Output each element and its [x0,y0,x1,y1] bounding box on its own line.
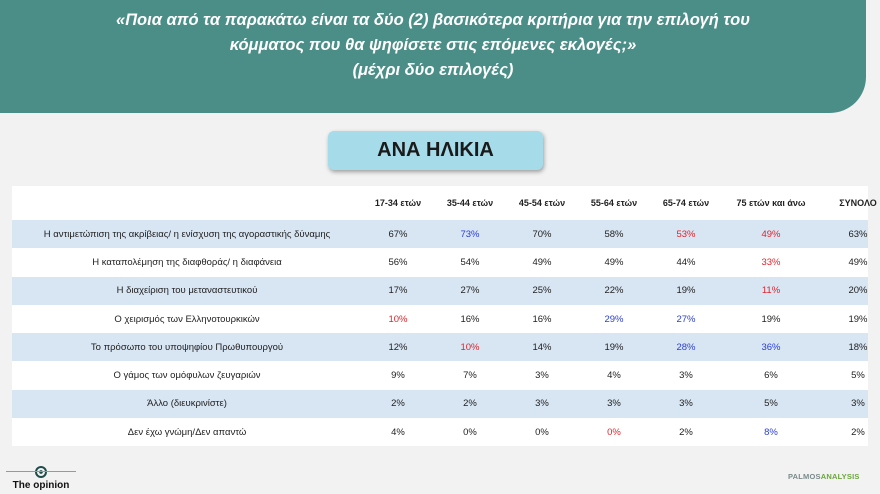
column-header: 55-64 ετών [590,198,638,208]
table-cell: 53% [676,228,696,240]
table-cell: 4% [607,370,621,382]
table-cell: 54% [460,256,480,268]
palmos-analysis-logo [788,472,860,481]
column-header: 17-34 ετών [374,198,422,208]
column-header: 65-74 ετών [662,198,710,208]
table-row [12,333,868,361]
table-row [12,390,868,418]
section-title: ΑΝΑ ΗΛΙΚΙΑ [328,131,543,170]
logo-text: The opinion [12,480,70,491]
table-row [12,418,868,446]
table-cell: 49% [761,228,781,240]
the-opinion-logo [6,466,76,491]
table-cell: 6% [764,370,778,382]
table-cell: 22% [604,285,624,297]
table-row [12,220,868,248]
row-label: Η διαχείριση του μεταναστευτικού [116,285,258,297]
table-cell: 5% [851,370,865,382]
table-cell: 56% [388,256,408,268]
table-cell: 3% [679,398,693,410]
table-cell: 36% [761,341,781,353]
table-cell: 3% [535,370,549,382]
table-row [12,248,868,276]
table-cell: 27% [676,313,696,325]
table-cell: 16% [460,313,480,325]
table-cell: 0% [607,426,621,438]
table-cell: 2% [851,426,865,438]
table-cell: 10% [388,313,408,325]
table-cell: 0% [463,426,477,438]
table-cell: 49% [604,256,624,268]
table-cell: 19% [676,285,696,297]
table-cell: 18% [848,341,868,353]
row-label: Άλλο (διευκρινίστε) [147,398,227,410]
table-cell: 19% [848,313,868,325]
table-header [12,186,877,220]
table-row [12,361,868,389]
table-cell: 27% [460,285,480,297]
table-cell: 17% [388,285,408,297]
table-cell: 9% [391,370,405,382]
table-cell: 5% [764,398,778,410]
brand-main: PALMOS [788,472,821,481]
table-cell: 8% [764,426,778,438]
row-label: Η αντιμετώπιση της ακρίβειας/ η ενίσχυση της αγοραστικής δύναμης [43,228,331,240]
table-cell: 14% [532,341,552,353]
table-row [12,305,868,333]
table-cell: 3% [679,370,693,382]
column-header: ΣΥΝΟΛΟ [839,198,877,208]
brand-accent: ANALYSIS [820,472,860,481]
table-cell: 10% [460,341,480,353]
question-line-3: (μέχρι δύο επιλογές) [352,61,514,79]
table-cell: 49% [848,256,868,268]
table-cell: 0% [535,426,549,438]
column-header: 45-54 ετών [518,198,566,208]
table-cell: 2% [679,426,693,438]
table-cell: 33% [761,256,781,268]
table-cell: 7% [463,370,477,382]
table-cell: 28% [676,341,696,353]
row-label: Το πρόσωπο του υποψηφίου Πρωθυπουργού [90,341,284,353]
table-cell: 3% [535,398,549,410]
table-cell: 16% [532,313,552,325]
row-label: Δεν έχω γνώμη/Δεν απαντώ [127,426,247,438]
table-cell: 20% [848,285,868,297]
table-cell: 19% [604,341,624,353]
table-cell: 70% [532,228,552,240]
table-cell: 19% [761,313,781,325]
question-banner [0,0,866,113]
table-cell: 49% [532,256,552,268]
table-cell: 25% [532,285,552,297]
question-line-2: κόμματος που θα ψηφίσετε στις επόμενες εκλογές;» [229,36,637,54]
table-cell: 2% [463,398,477,410]
table-cell: 11% [761,285,781,297]
table-cell: 63% [848,228,868,240]
table-cell: 44% [676,256,696,268]
table-cell: 4% [391,426,405,438]
question-line-1: «Ποια από τα παρακάτω είναι τα δύο (2) βασικότερα κριτήρια για την επιλογή του [116,11,750,29]
table-cell: 67% [388,228,408,240]
row-label: Ο γάμος των ομόφυλων ζευγαριών [113,370,261,382]
table-cell: 12% [388,341,408,353]
table-cell: 2% [391,398,405,410]
table-cell: 29% [604,313,624,325]
table-cell: 3% [607,398,621,410]
table-cell: 73% [460,228,480,240]
table-cell: 58% [604,228,624,240]
column-header: 35-44 ετών [446,198,494,208]
table-row [12,277,868,305]
row-label: Ο χειρισμός των Ελληνοτουρκικών [114,313,260,325]
results-table [12,186,877,446]
column-header: 75 ετών και άνω [736,198,806,208]
table-cell: 3% [851,398,865,410]
logo-divider [6,471,76,473]
row-label: Η καταπολέμηση της διαφθοράς/ η διαφάνεια [92,256,282,268]
